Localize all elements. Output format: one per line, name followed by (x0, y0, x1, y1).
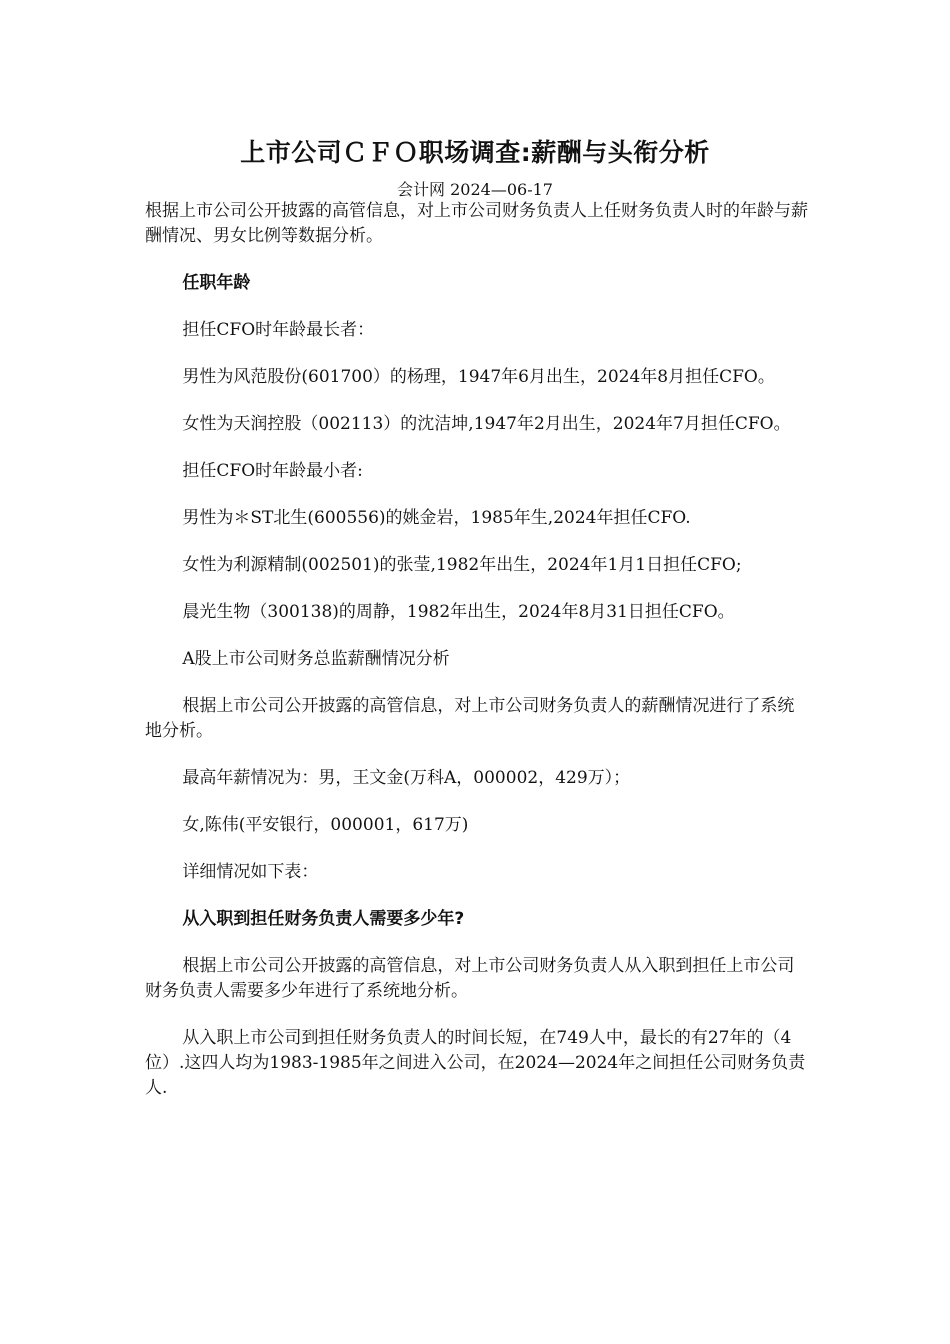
paragraph: 女,陈伟(平安银行，000001，617万) (182, 815, 469, 835)
paragraph: A股上市公司财务总监薪酬情况分析 (182, 649, 450, 669)
paragraph: 男性为风范股份(601700）的杨理，1947年6月出生，2024年8月担任CFO。 (182, 367, 775, 387)
paragraph: 晨光生物（300138)的周静，1982年出生，2024年8月31日担任CFO。 (182, 602, 735, 622)
page-title: 上市公司ＣＦＯ职场调查:薪酬与头衔分析 (240, 138, 710, 167)
paragraph: 最高年薪情况为：男，王文金(万科A，000002，429万）； (182, 768, 631, 788)
paragraph: 女性为天润控股（002113）的沈洁坤,1947年2月出生，2024年7月担任CFO。 (182, 414, 791, 434)
source-date-line: 会计网 2024—06-17 (397, 180, 553, 199)
paragraph: 女性为利源精制(002501)的张莹,1982年出生，2024年1月1日担任CFO; (182, 555, 742, 575)
paragraph: 从入职上市公司到担任财务负责人的时间长短，在749人中，最长的有27年的（4位）.这四人均为1983-1985年之间进入公司，在2024—2024年之间担任公司财务负责人. (145, 1028, 806, 1098)
paragraph: 根据上市公司公开披露的高管信息，对上市公司财务负责人从入职到担任上市公司财务负责人需要多少年进行了系统地分析。 (145, 956, 795, 1001)
paragraph: 详细情况如下表： (182, 862, 319, 882)
paragraph: 担任CFO时年龄最长者： (182, 320, 375, 340)
paragraph: 男性为＊ST北生(600556)的姚金岩，1985年生,2024年担任CFO. (182, 508, 691, 528)
paragraph: 根据上市公司公开披露的高管信息，对上市公司财务负责人的薪酬情况进行了系统地分析。 (145, 696, 795, 741)
section-heading-tenure: 从入职到担任财务负责人需要多少年? (182, 909, 465, 929)
intro-paragraph: 根据上市公司公开披露的高管信息，对上市公司财务负责人上任财务负责人时的年龄与薪酬情况、男女比例等数据分析。 (145, 201, 808, 246)
article-body (145, 199, 810, 1123)
paragraph: 担任CFO时年龄最小者: (182, 461, 363, 481)
section-heading-age: 任职年龄 (182, 273, 251, 293)
